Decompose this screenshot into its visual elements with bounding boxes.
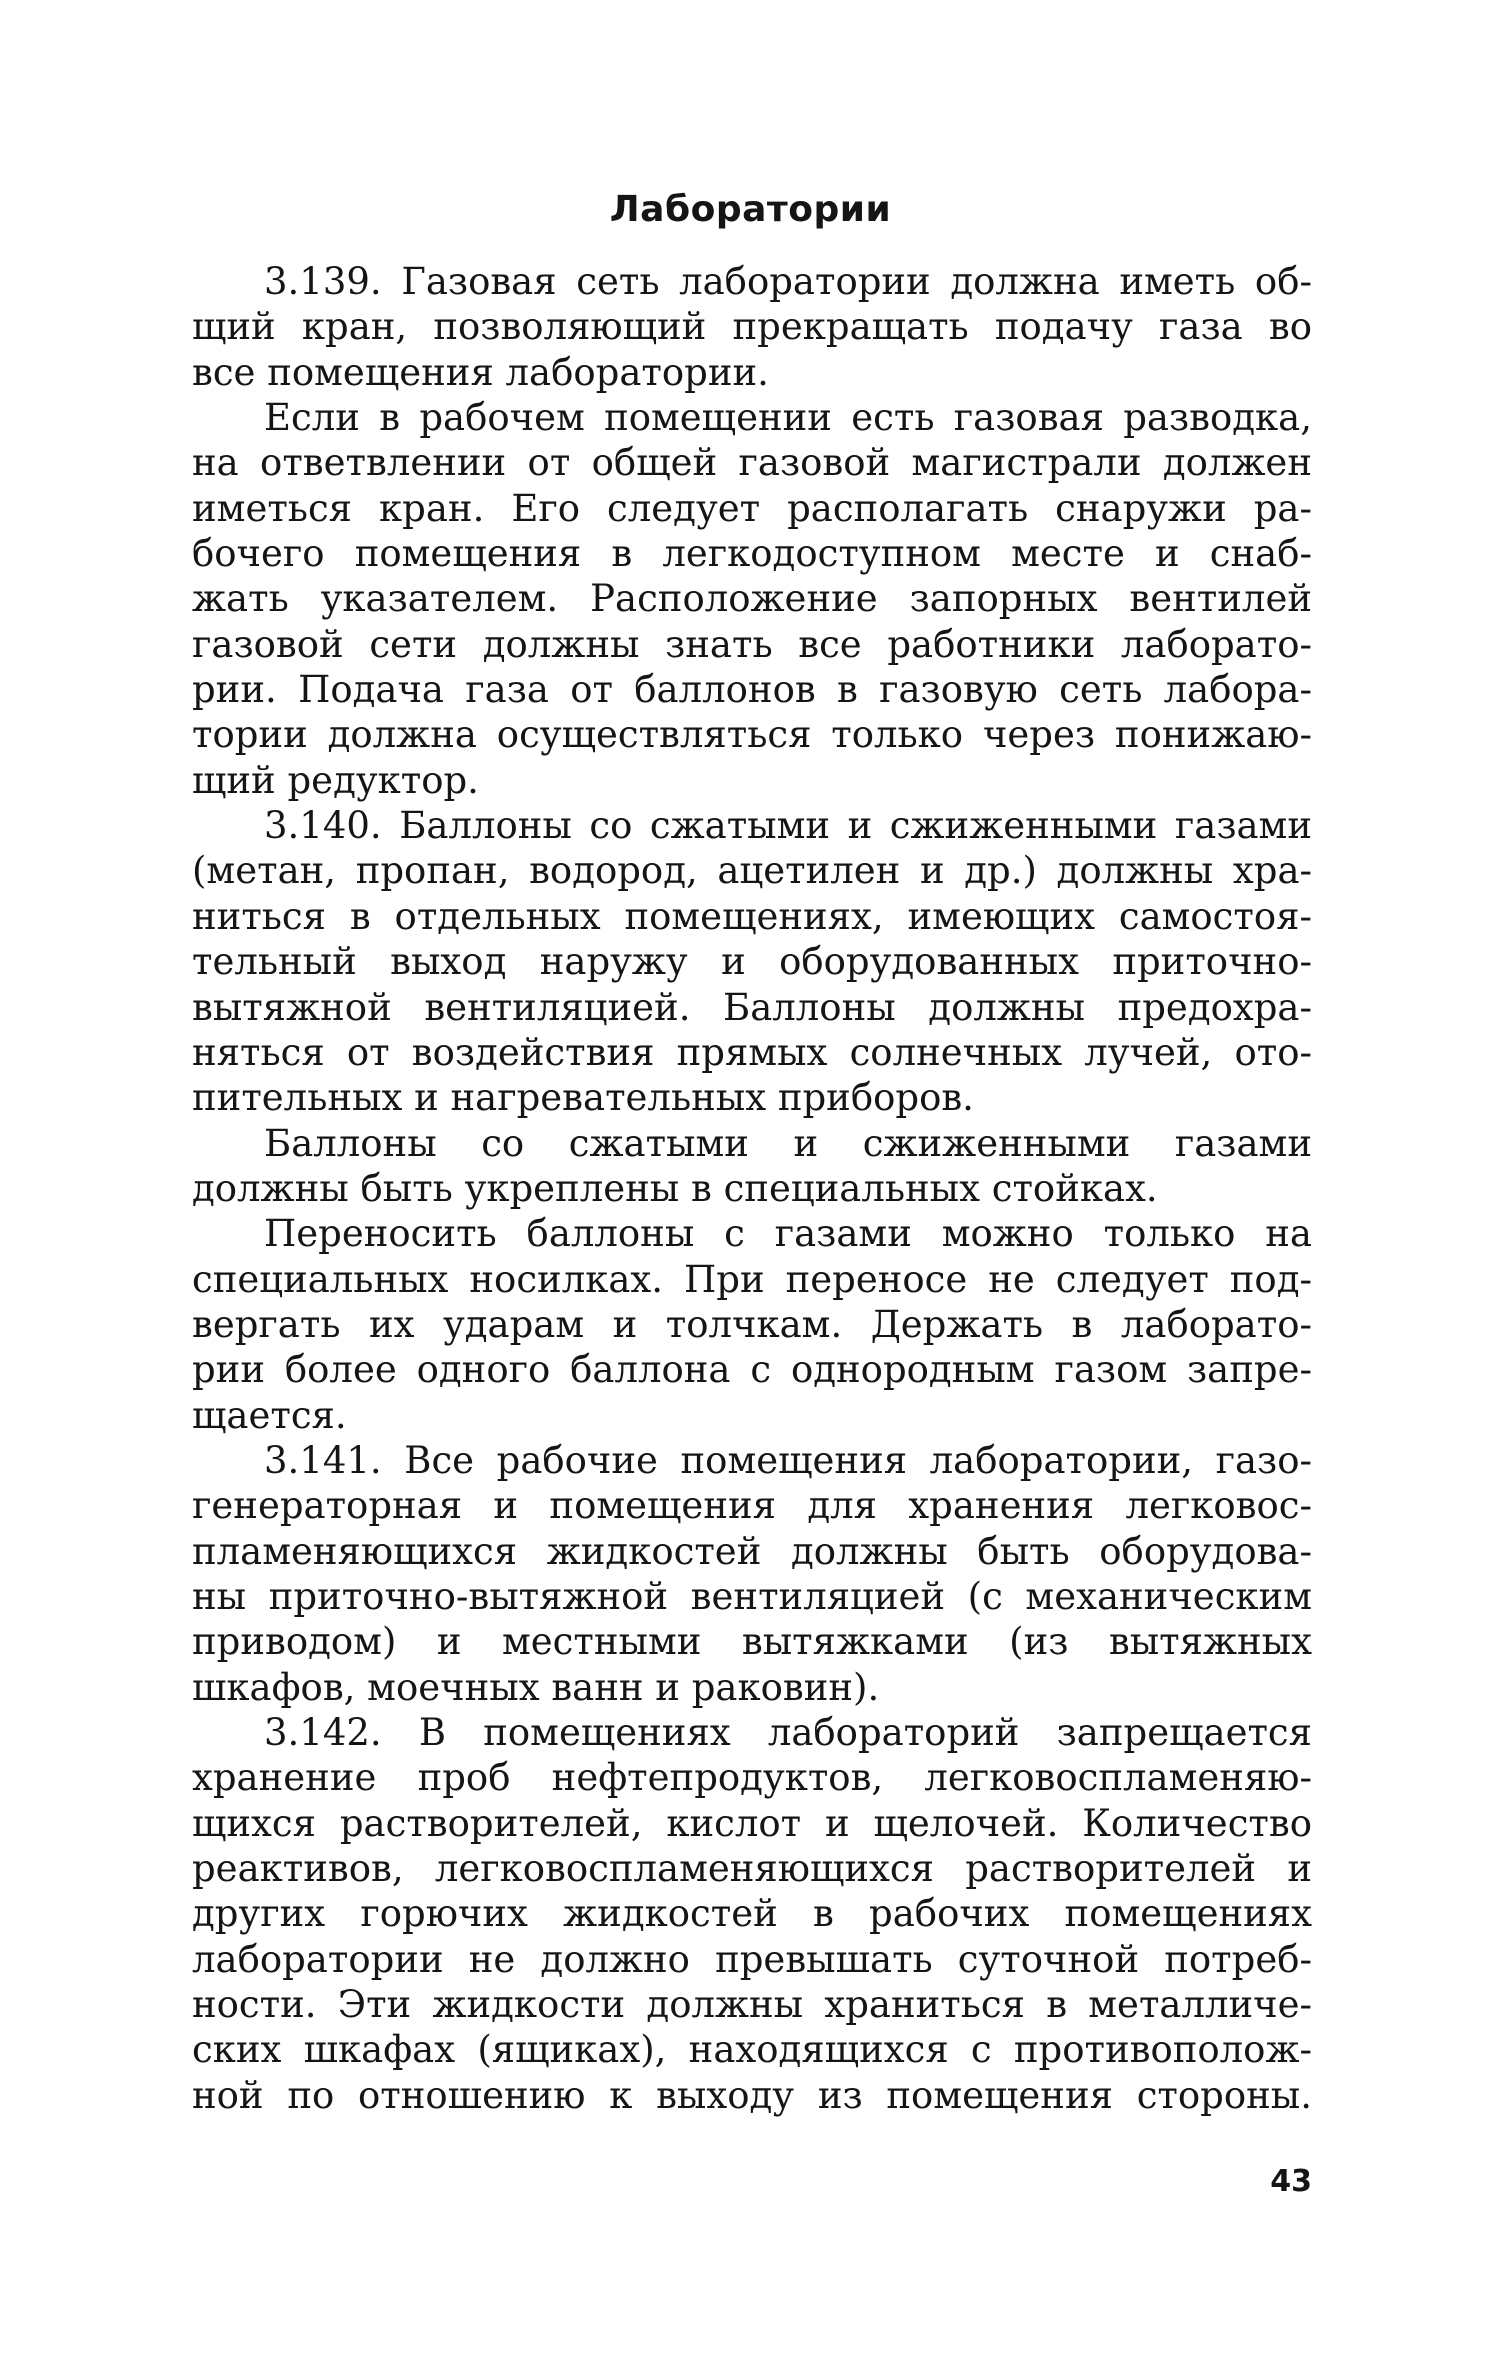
text-line: щается. [192,1393,347,1437]
page-number: 43 [1270,2164,1312,2199]
text-line: реактивов, легковоспламеняющихся растворителей и [192,1847,1312,1891]
text-line: 3.139. Газовая сеть лаборатории должна иметь об- [264,260,1312,303]
text-line: Если в рабочем помещении есть газовая разводка, [264,396,1312,440]
text-line: жать указателем. Расположение запорных вентилей [192,577,1312,621]
text-line: рии. Подача газа от баллонов в газовую сеть лабора- [192,668,1312,712]
text-line: рии более одного баллона с однородным газом запре- [192,1348,1312,1392]
text-line: 3.142. В помещениях лабораторий запрещается [264,1711,1312,1754]
text-line: бочего помещения в легкодоступном месте и снаб- [192,532,1312,576]
text-line: иметься кран. Его следует располагать снаружи ра- [192,486,1312,530]
text-line: щий кран, позволяющий прекращать подачу газа во [192,305,1312,349]
section-heading: Лаборатории [609,189,892,230]
text-line: Баллоны со сжатыми и сжиженными газами [264,1121,1312,1165]
text-line: ниться в отдельных помещениях, имеющих самостоя- [192,894,1312,938]
body-text [192,259,1312,2118]
text-line: 3.141. Все рабочие помещения лаборатории, газо- [264,1438,1312,1482]
text-line: должны быть укреплены в специальных стойках. [192,1166,1158,1210]
text-line: 3.140. Баллоны со сжатыми и сжиженными газами [264,804,1312,848]
text-line: (метан, пропан, водород, ацетилен и др.) должны хра- [192,849,1312,893]
text-line: хранение проб нефтепродуктов, легковоспламеняю- [192,1756,1312,1800]
text-line: ной по отношению к выходу из помещения стороны. [192,2073,1312,2117]
text-line: специальных носилках. При переносе не следует под- [192,1257,1312,1301]
text-line: генераторная и помещения для хранения легковос- [192,1484,1312,1528]
text-line: тории должна осуществляться только через понижаю- [192,713,1312,757]
text-line: Переносить баллоны с газами можно только на [264,1212,1312,1256]
text-line: ских шкафах (ящиках), находящихся с противополож- [192,2028,1312,2072]
text-line: вытяжной вентиляцией. Баллоны должны предохра- [192,985,1312,1029]
text-line: щихся растворителей, кислот и щелочей. Количество [192,1801,1312,1845]
text-line: приводом) и местными вытяжками (из вытяжных [192,1620,1312,1664]
text-line: пламеняющихся жидкостей должны быть оборудова- [192,1529,1312,1573]
text-line: все помещения лаборатории. [192,350,769,394]
text-line: щий редуктор. [192,758,479,802]
text-line: вергать их ударам и толчкам. Держать в лаборато- [192,1302,1312,1346]
text-line: ности. Эти жидкости должны храниться в металличе- [192,1983,1312,2027]
text-line: газовой сети должны знать все работники лаборато- [192,622,1312,666]
text-line: тельный выход наружу и оборудованных приточно- [192,940,1312,984]
text-line: ны приточно-вытяжной вентиляцией (с механическим [192,1574,1312,1618]
text-line: шкафов, моечных ванн и раковин). [192,1665,880,1709]
text-line: няться от воздействия прямых солнечных лучей, ото- [192,1030,1312,1074]
text-line: других горючих жидкостей в рабочих помещениях [192,1892,1312,1936]
text-line: пительных и нагревательных приборов. [192,1076,974,1120]
text-line: лаборатории не должно превышать суточной потреб- [192,1937,1312,1981]
text-line: на ответвлении от общей газовой магистрали должен [192,441,1312,485]
